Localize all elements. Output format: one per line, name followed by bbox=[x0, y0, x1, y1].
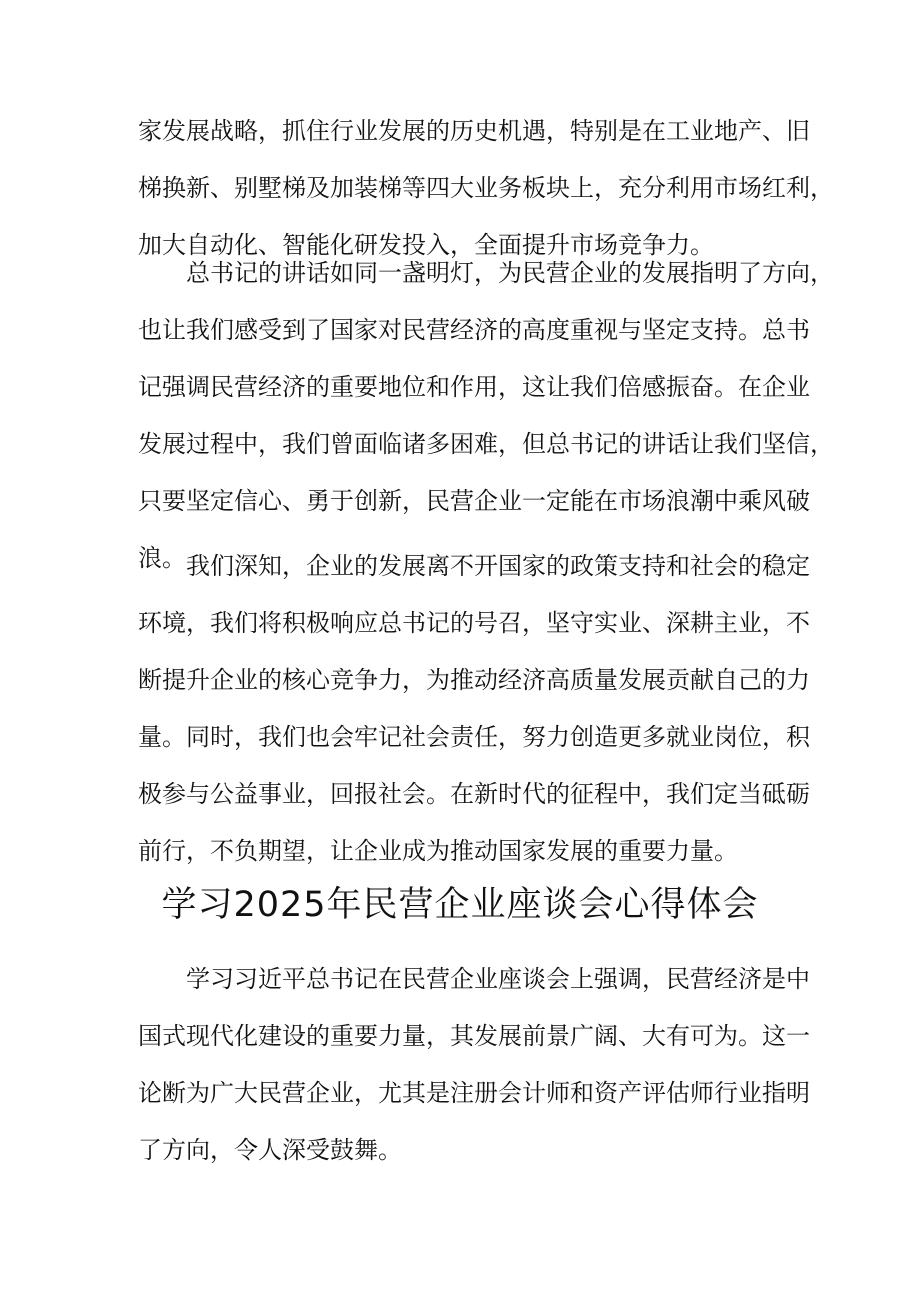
paragraph-line: 学习习近平总书记在民营企业座谈会上强调，民营经济是中 bbox=[186, 965, 810, 993]
paragraph-line: 国式现代化建设的重要力量，其发展前景广阔、大有可为。这一 bbox=[138, 1022, 810, 1050]
paragraph-line: 记强调民营经济的重要地位和作用，这让我们倍感振奋。在企业 bbox=[138, 373, 810, 401]
paragraph-4 bbox=[138, 951, 810, 1179]
section-heading: 学习2025年民营企业座谈会心得体会 bbox=[161, 885, 759, 925]
paragraph-line: 总书记的讲话如同一盏明灯，为民营企业的发展指明了方向， bbox=[186, 259, 834, 287]
paragraph-line: 家发展战略，抓住行业发展的历史机遇，特别是在工业地产、旧 bbox=[138, 117, 810, 145]
paragraph-line: 发展过程中，我们曾面临诸多困难，但总书记的讲话让我们坚信， bbox=[138, 430, 834, 458]
paragraph-line: 只要坚定信心、勇于创新，民营企业一定能在市场浪潮中乘风破 bbox=[138, 487, 810, 515]
paragraph-line: 环境，我们将积极响应总书记的号召，坚守实业、深耕主业，不 bbox=[138, 609, 810, 637]
paragraph-line: 梯换新、别墅梯及加装梯等四大业务板块上，充分利用市场红利， bbox=[138, 174, 834, 202]
paragraph-line: 论断为广大民营企业，尤其是注册会计师和资产评估师行业指明 bbox=[138, 1079, 810, 1107]
paragraph-line: 前行，不负期望，让企业成为推动国家发展的重要力量。 bbox=[138, 837, 738, 865]
paragraph-2 bbox=[138, 245, 834, 587]
paragraph-line: 断提升企业的核心竞争力，为推动经济高质量发展贡献自己的力 bbox=[138, 666, 810, 694]
paragraph-line: 浪。 bbox=[138, 544, 186, 572]
paragraph-line: 我们深知，企业的发展离不开国家的政策支持和社会的稳定 bbox=[186, 552, 810, 580]
paragraph-line: 加大自动化、智能化研发投入，全面提升市场竞争力。 bbox=[138, 231, 714, 259]
paragraph-line: 量。同时，我们也会牢记社会责任，努力创造更多就业岗位，积 bbox=[138, 723, 810, 751]
paragraph-3 bbox=[138, 538, 810, 880]
paragraph-line: 了方向，令人深受鼓舞。 bbox=[138, 1136, 402, 1164]
paragraph-line: 极参与公益事业，回报社会。在新时代的征程中，我们定当砥砺 bbox=[138, 780, 810, 808]
paragraph-line: 也让我们感受到了国家对民营经济的高度重视与坚定支持。总书 bbox=[138, 316, 810, 344]
